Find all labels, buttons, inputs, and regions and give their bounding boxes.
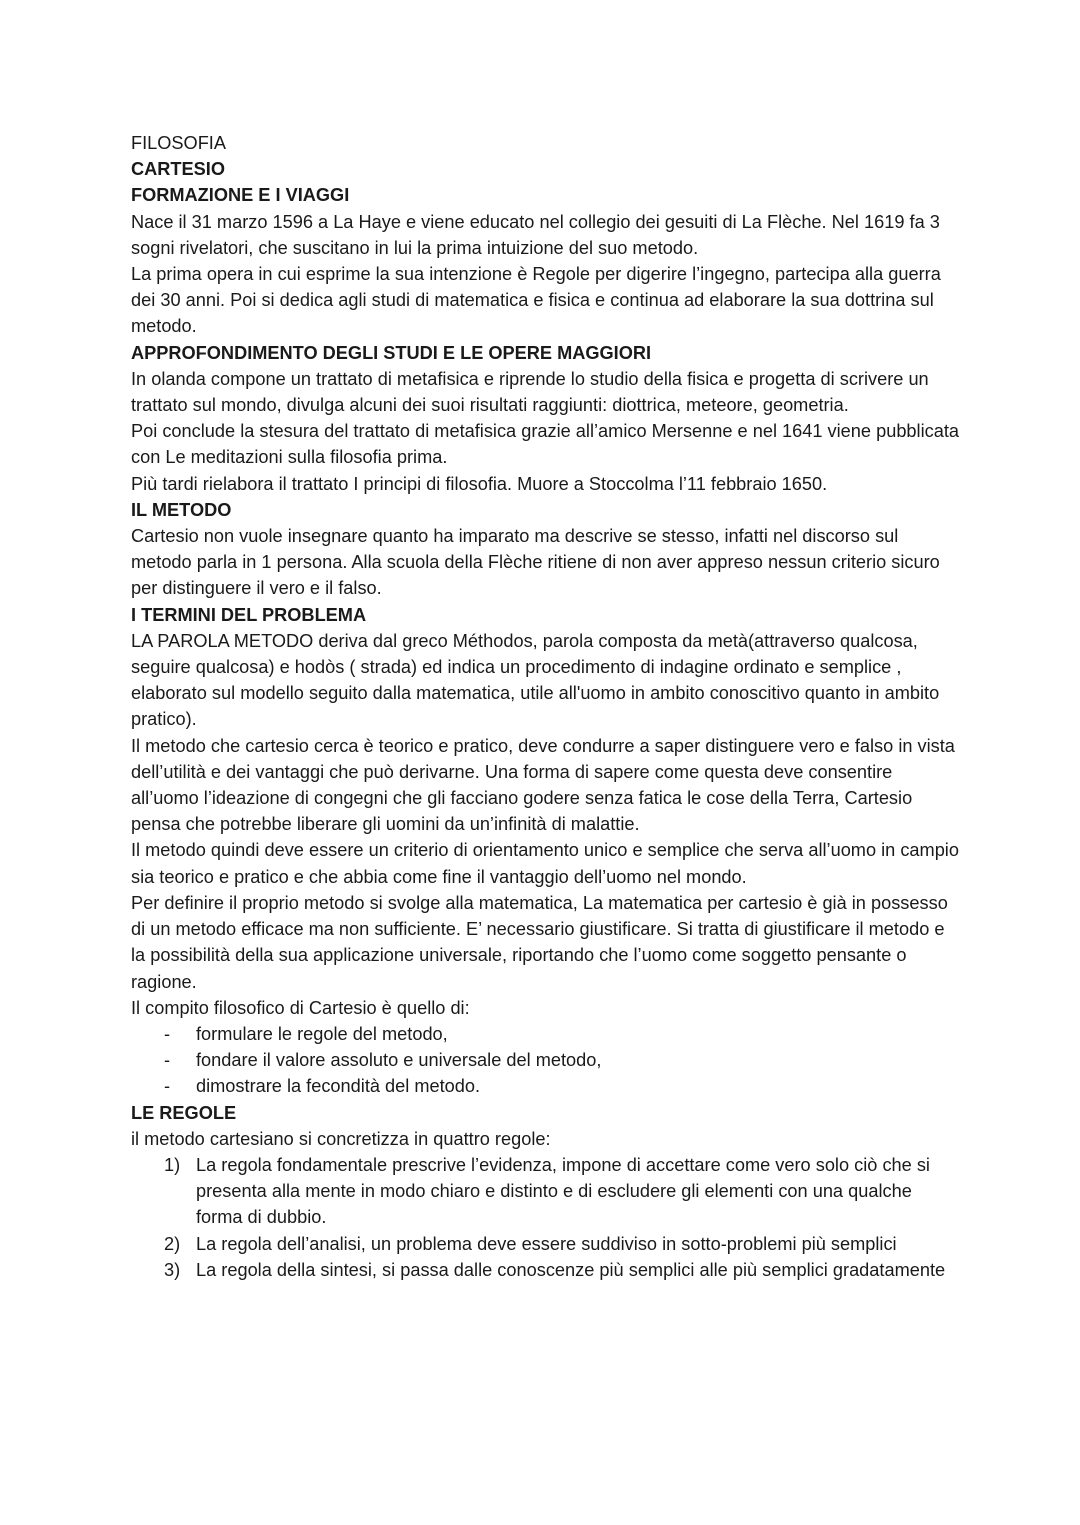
list-item-text: fondare il valore assoluto e universale del metodo, bbox=[196, 1050, 602, 1071]
list-item-text: La regola fondamentale prescrive l’evidenza, impone di accettare come vero solo ciò che si presenta alla mente in modo chiaro e distinto e di escludere gli elementi con una qualche forma di dubbio. bbox=[196, 1154, 930, 1228]
number-marker: 3) bbox=[164, 1259, 181, 1280]
subject-label: FILOSOFIA bbox=[131, 133, 226, 153]
paragraph: In olanda compone un trattato di metafisica e riprende lo studio della fisica e progetta di scrivere un trattato sul mondo, divulga alcuni dei suoi risultati raggiunti: diottrica, meteore, geometria. bbox=[131, 368, 929, 416]
paragraph: LA PAROLA METODO deriva dal greco Méthodos, parola composta da metà(attraverso qualcosa, seguire qualcosa) e hodòs ( strada) ed indica un procedimento di indagine ordinato e semplice , elaborato sul modello seguito dalla matematica, utile all'uomo in ambito conoscitivo quanto in ambito pratico). bbox=[131, 630, 940, 730]
paragraph: Più tardi rielabora il trattato I principi di filosofia. Muore a Stoccolma l’11 febbraio 1650. bbox=[131, 473, 828, 494]
paragraph: Il metodo quindi deve essere un criterio di orientamento unico e semplice che serva all’uomo in campio sia teorico e pratico e che abbia come fine il vantaggio dell’uomo nel mondo. bbox=[131, 840, 959, 887]
paragraph: Il metodo che cartesio cerca è teorico e pratico, deve condurre a saper distinguere vero e falso in vista dell’utilità e dei vantaggi che può derivarne. Una forma di sapere come questa deve consentire all’uomo l’ideazione di congegni che gli facciano godere senza fatica le cose della Terra, Cartesio pensa che potrebbe liberare gli uomini da un’infinità di malattie. bbox=[131, 735, 955, 835]
section-heading-metodo: IL METODO bbox=[131, 499, 232, 520]
list-item bbox=[131, 1047, 961, 1073]
bullet-marker: - bbox=[164, 1023, 171, 1044]
section-heading-termini: I TERMINI DEL PROBLEMA bbox=[131, 604, 367, 625]
list-item bbox=[131, 1073, 961, 1099]
list-item-text: formulare le regole del metodo, bbox=[196, 1023, 448, 1044]
paragraph: La prima opera in cui esprime la sua intenzione è Regole per digerire l’ingegno, partecipa alla guerra dei 30 anni. Poi si dedica agli studi di matematica e fisica e continua ad elaborare la sua dottrina sul metodo. bbox=[131, 264, 941, 337]
paragraph: Nace il 31 marzo 1596 a La Haye e viene educato nel collegio dei gesuiti di La Flèche. Nel 1619 fa 3 sogni rivelatori, che suscitano in lui la prima intuizione del suo metodo. bbox=[131, 211, 940, 258]
bullet-marker: - bbox=[164, 1076, 171, 1097]
document-title: CARTESIO bbox=[131, 159, 225, 180]
document-body bbox=[131, 130, 961, 1283]
section-heading-approfondimento: APPROFONDIMENTO DEGLI STUDI E LE OPERE MAGGIORI bbox=[131, 342, 652, 363]
paragraph: Cartesio non vuole insegnare quanto ha imparato ma descrive se stesso, infatti nel discorso sul metodo parla in 1 persona. Alla scuola della Flèche ritiene di non aver appreso nessun criterio sicuro per distinguere il vero e il falso. bbox=[131, 526, 940, 599]
list-item bbox=[131, 1021, 961, 1047]
number-marker: 1) bbox=[164, 1154, 181, 1175]
section-heading-formazione: FORMAZIONE E I VIAGGI bbox=[131, 185, 350, 206]
list-item-text: La regola dell’analisi, un problema deve essere suddiviso in sotto-problemi più semplici bbox=[196, 1233, 897, 1254]
list-item bbox=[131, 1231, 961, 1257]
number-marker: 2) bbox=[164, 1233, 181, 1254]
list-item-text: La regola della sintesi, si passa dalle conoscenze più semplici alle più semplici gradatamente bbox=[196, 1259, 946, 1280]
paragraph: Per definire il proprio metodo si svolge alla matematica, La matematica per cartesio è già in possesso di un metodo efficace ma non sufficiente. E’ necessario giustificare. Si tratta di giustificare il metodo e la possibilità della sua applicazione universale, riportando che l’uomo come soggetto pensante o ragione. bbox=[131, 892, 948, 992]
section-heading-regole: LE REGOLE bbox=[131, 1102, 237, 1123]
paragraph: Poi conclude la stesura del trattato di metafisica grazie all’amico Mersenne e nel 1641 viene pubblicata con Le meditazioni sulla filosofia prima. bbox=[131, 421, 960, 468]
numbered-list bbox=[131, 1152, 961, 1283]
paragraph: il metodo cartesiano si concretizza in quattro regole: bbox=[131, 1128, 551, 1149]
bullet-marker: - bbox=[164, 1050, 171, 1071]
list-item bbox=[131, 1257, 961, 1283]
list-item-text: dimostrare la fecondità del metodo. bbox=[196, 1076, 481, 1097]
bullet-list bbox=[131, 1021, 961, 1100]
list-item bbox=[131, 1152, 961, 1231]
paragraph: Il compito filosofico di Cartesio è quello di: bbox=[131, 997, 470, 1018]
